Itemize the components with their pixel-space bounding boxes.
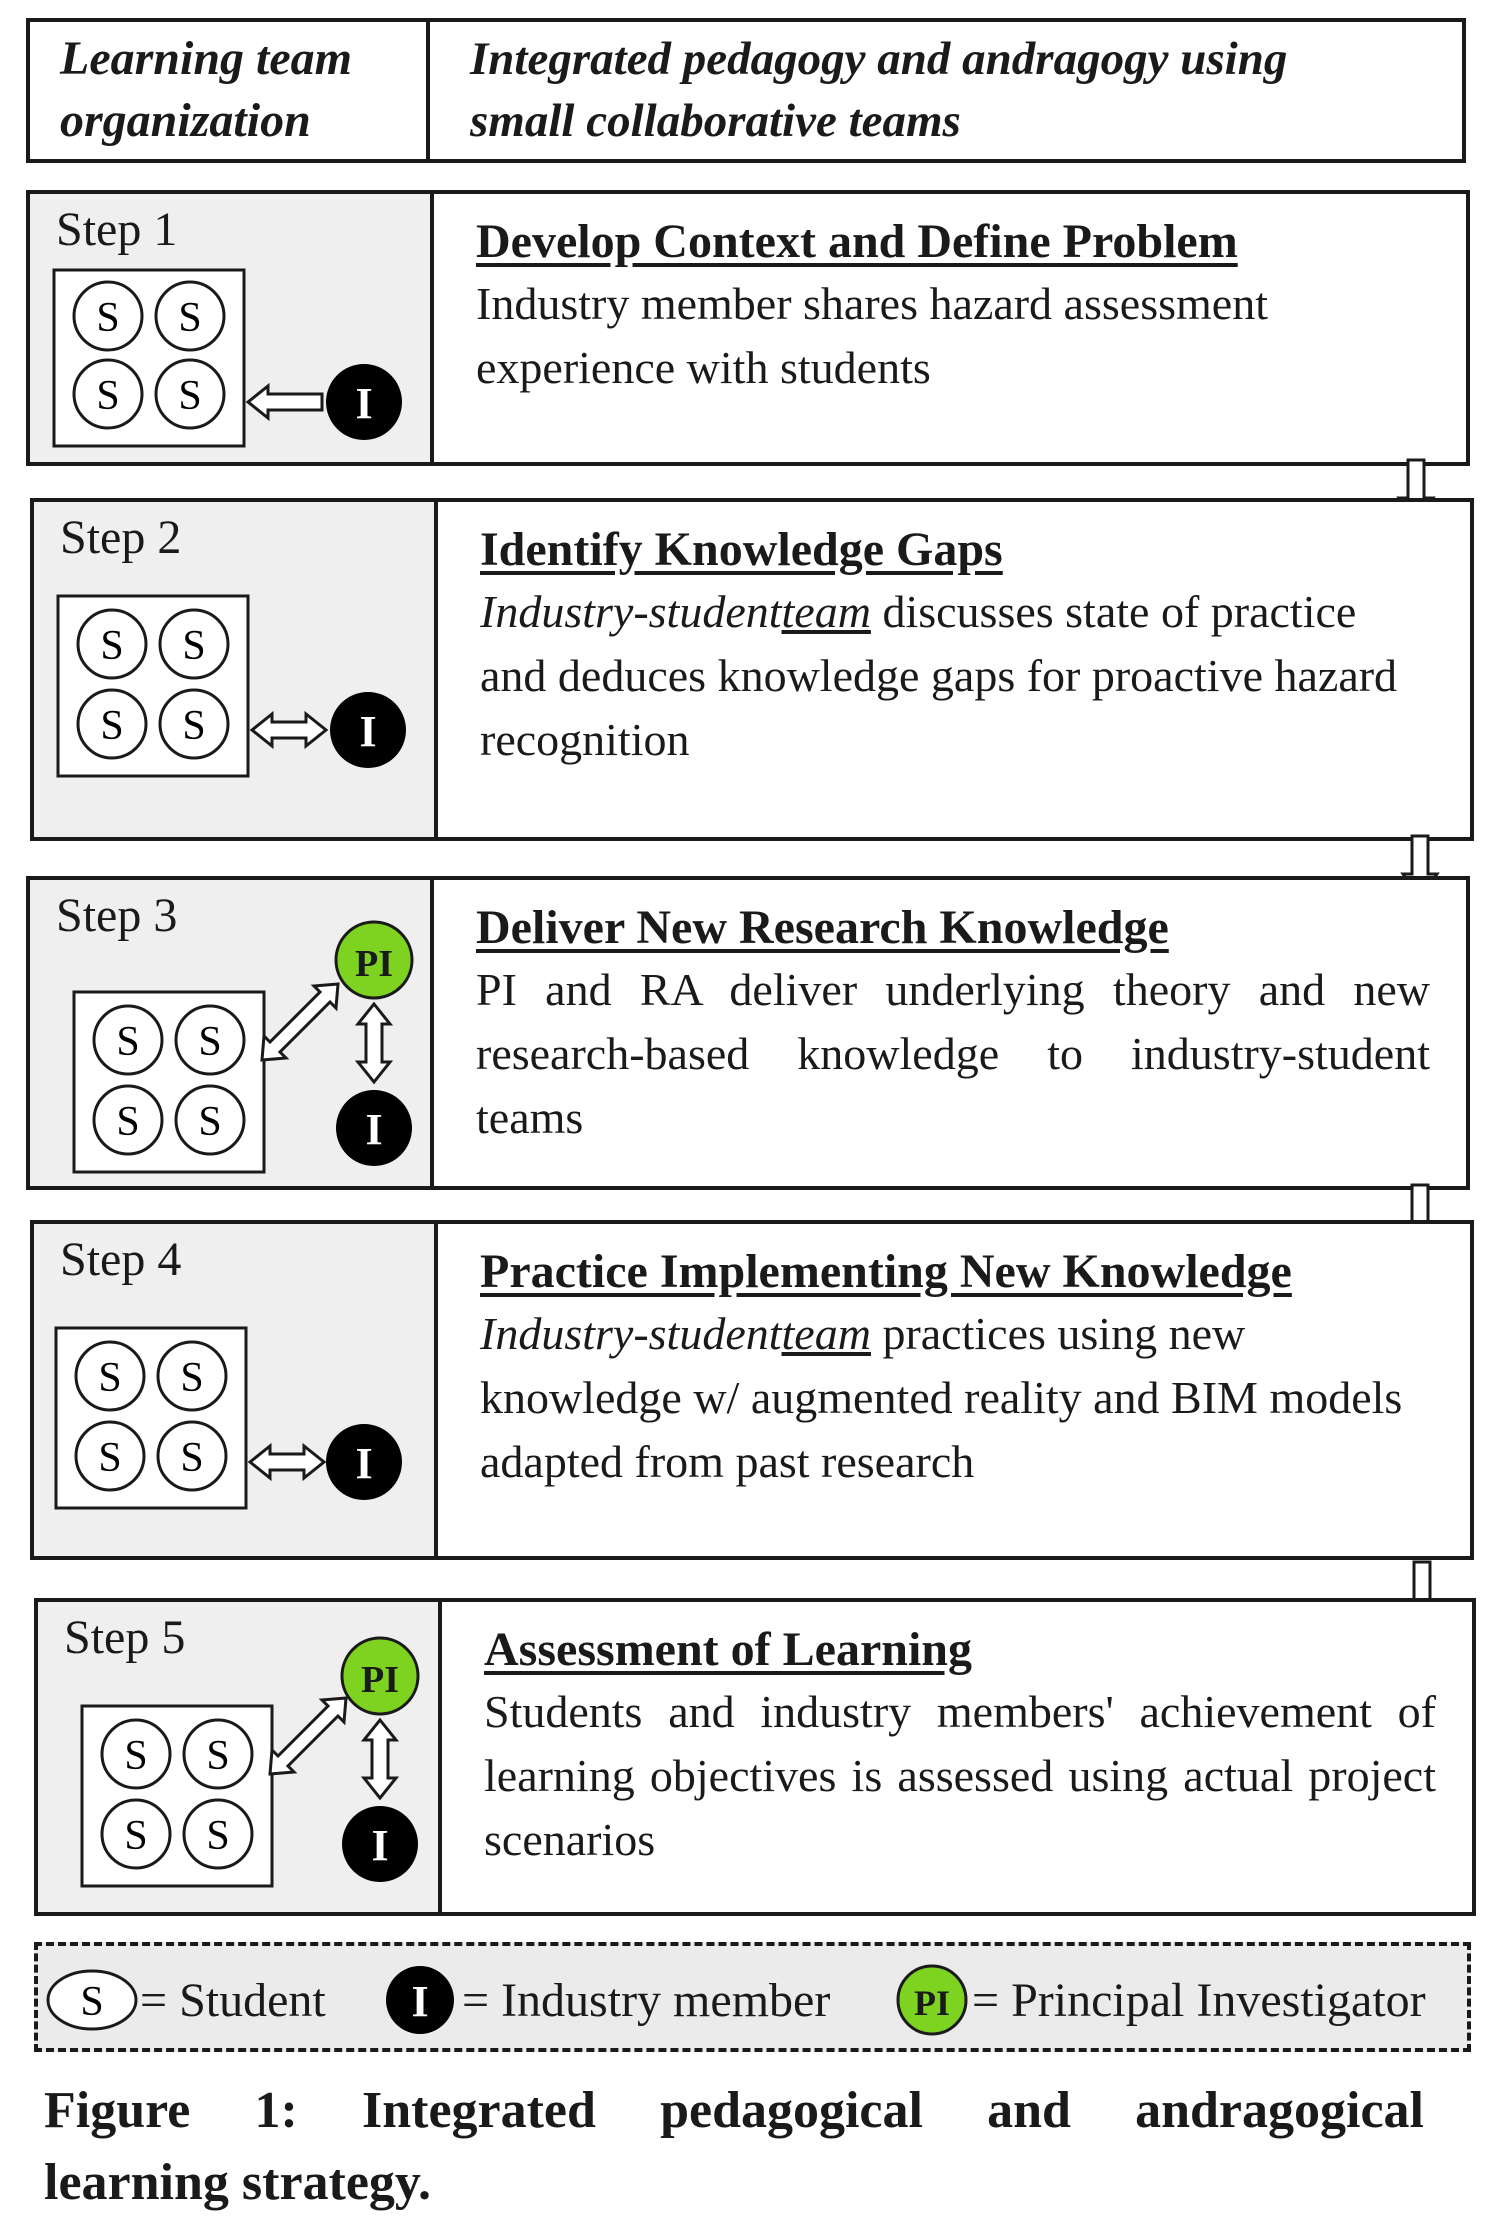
- pi-node: [336, 922, 412, 998]
- step-label: Step 5: [64, 1611, 186, 1664]
- vertical-two-way-arrow: [358, 1004, 390, 1082]
- caption-word: 1:: [254, 2082, 298, 2139]
- svg-text:S: S: [96, 295, 120, 341]
- step-3-box: [26, 876, 1470, 1190]
- step-2-diagram-panel: [34, 502, 438, 837]
- step-description: Students and industry members' achievement of learning objectives is assessed using actual project scenarios: [484, 1686, 1436, 1865]
- legend: [34, 1942, 1471, 2052]
- step-title: Assessment of Learning: [484, 1623, 972, 1676]
- desc-italic-underlined: team: [781, 1308, 871, 1359]
- step-1-diagram: [30, 194, 430, 464]
- step-2-diagram: [34, 502, 434, 842]
- header-strategy: [426, 18, 1466, 163]
- step-description: [480, 1302, 1434, 1494]
- student-node: [160, 610, 228, 678]
- svg-text:S: S: [180, 1355, 204, 1401]
- student-node: [158, 1342, 226, 1410]
- svg-text:S: S: [206, 1733, 230, 1779]
- svg-text:PI: PI: [355, 943, 393, 985]
- pi-symbol: [894, 1964, 972, 2036]
- student-node: [78, 610, 146, 678]
- legend-student-label: = Student: [140, 1973, 326, 2027]
- student-node: [160, 690, 228, 758]
- svg-text:I: I: [355, 379, 373, 428]
- step-title: Identify Knowledge Gaps: [480, 523, 1003, 576]
- svg-text:S: S: [198, 1019, 222, 1065]
- svg-text:S: S: [180, 1435, 204, 1481]
- caption-word: and: [987, 2082, 1071, 2139]
- desc-rest: practices using new knowledge w/ augmented reality and BIM models adapted from past research: [480, 1308, 1403, 1487]
- student-node: [94, 1006, 162, 1074]
- industry-node: [326, 1424, 402, 1500]
- step-3-diagram: [30, 880, 430, 1190]
- student-grid: [82, 1706, 272, 1886]
- step-title: Practice Implementing New Knowledge: [480, 1245, 1292, 1298]
- student-node: [156, 282, 224, 350]
- industry-node: [336, 1090, 412, 1166]
- student-node: [158, 1422, 226, 1490]
- svg-text:S: S: [178, 373, 202, 419]
- svg-text:S: S: [100, 623, 124, 669]
- svg-text:PI: PI: [361, 1659, 399, 1701]
- legend-industry-label: = Industry member: [462, 1973, 831, 2027]
- step-label: Step 1: [56, 203, 178, 256]
- step-5-text: [442, 1602, 1472, 1912]
- student-grid: [74, 992, 264, 1172]
- step-title: Develop Context and Define Problem: [476, 215, 1238, 268]
- svg-text:S: S: [198, 1099, 222, 1145]
- diagonal-two-way-arrow: [270, 1698, 346, 1774]
- svg-text:S: S: [98, 1435, 122, 1481]
- pi-node: [342, 1638, 418, 1714]
- svg-text:I: I: [365, 1105, 383, 1154]
- step-2-text: [438, 502, 1470, 837]
- step-1-text: [434, 194, 1466, 462]
- step-label: Step 3: [56, 889, 178, 942]
- student-grid: [58, 596, 248, 776]
- student-grid: [56, 1328, 246, 1508]
- svg-text:S: S: [124, 1813, 148, 1859]
- step-description: Industry member shares hazard assessment experience with students: [476, 278, 1268, 393]
- diagonal-two-way-arrow: [262, 984, 338, 1060]
- svg-text:S: S: [100, 703, 124, 749]
- step-5-diagram: [38, 1602, 438, 1916]
- step-3-diagram-panel: [30, 880, 434, 1186]
- step-2-box: [30, 498, 1474, 841]
- svg-text:S: S: [96, 373, 120, 419]
- caption-word: Figure: [44, 2082, 191, 2139]
- step-4-text: [438, 1224, 1470, 1556]
- svg-text:I: I: [355, 1439, 373, 1488]
- figure-caption: [44, 2075, 1424, 2219]
- student-node: [76, 1422, 144, 1490]
- step-4-diagram: [34, 1224, 434, 1560]
- student-node: [74, 282, 142, 350]
- student-node: [176, 1086, 244, 1154]
- step-4-box: [30, 1220, 1474, 1560]
- legend-student: [44, 1968, 326, 2032]
- step-1-box: [26, 190, 1470, 466]
- industry-node: [326, 364, 402, 440]
- two-way-arrow: [250, 1446, 324, 1478]
- svg-text:S: S: [124, 1733, 148, 1779]
- legend-pi: [894, 1968, 1426, 2032]
- svg-text:S: S: [206, 1813, 230, 1859]
- student-node: [102, 1800, 170, 1868]
- svg-text:I: I: [359, 707, 377, 756]
- svg-text:S: S: [116, 1099, 140, 1145]
- caption-word: pedagogical: [660, 2082, 923, 2139]
- step-5-diagram-panel: [38, 1602, 442, 1912]
- svg-text:S: S: [116, 1019, 140, 1065]
- step-label: Step 2: [60, 511, 182, 564]
- industry-node: [330, 692, 406, 768]
- legend-industry: [378, 1968, 830, 2032]
- header-team-organization: [26, 18, 430, 163]
- student-node: [156, 360, 224, 428]
- student-node: [74, 360, 142, 428]
- svg-text:S: S: [80, 1979, 104, 2025]
- caption-word: andragogical: [1135, 2082, 1424, 2139]
- one-way-arrow: [248, 386, 322, 418]
- industry-node: [342, 1806, 418, 1882]
- student-node: [94, 1086, 162, 1154]
- desc-italic-underlined: team: [781, 586, 871, 637]
- student-node: [102, 1720, 170, 1788]
- student-node: [184, 1800, 252, 1868]
- student-grid: [54, 270, 244, 446]
- student-node: [76, 1342, 144, 1410]
- student-symbol: [44, 1968, 140, 2032]
- vertical-two-way-arrow: [364, 1720, 396, 1798]
- step-5-box: [34, 1598, 1476, 1916]
- student-node: [78, 690, 146, 758]
- svg-text:I: I: [371, 1821, 389, 1870]
- caption-word: Integrated: [361, 2082, 596, 2139]
- industry-symbol: [378, 1964, 462, 2036]
- step-description: PI and RA deliver underlying theory and new research-based knowledge to industry-student teams: [476, 964, 1430, 1143]
- svg-text:S: S: [182, 623, 206, 669]
- svg-text:I: I: [411, 1977, 429, 2026]
- step-4-diagram-panel: [34, 1224, 438, 1556]
- svg-text:S: S: [182, 703, 206, 749]
- desc-rest: discusses state of practice and deduces knowledge gaps for proactive hazard recognition: [480, 586, 1398, 765]
- step-description: [480, 580, 1434, 772]
- step-title: Deliver New Research Knowledge: [476, 901, 1169, 954]
- legend-pi-label: = Principal Investigator: [972, 1973, 1426, 2027]
- caption-line-2: learning strategy.: [44, 2154, 432, 2211]
- caption-line-1: [44, 2075, 1424, 2147]
- step-3-text: [434, 880, 1466, 1186]
- desc-italic: Industry-student: [480, 586, 782, 637]
- svg-text:PI: PI: [914, 1983, 950, 2023]
- student-node: [184, 1720, 252, 1788]
- svg-text:S: S: [98, 1355, 122, 1401]
- desc-italic: Industry-student: [480, 1308, 782, 1359]
- header-right-text: Integrated pedagogy and andragogy using small collaborative teams: [470, 33, 1288, 147]
- two-way-arrow: [252, 714, 326, 746]
- step-1-diagram-panel: [30, 194, 434, 462]
- step-label: Step 4: [60, 1233, 182, 1286]
- student-node: [176, 1006, 244, 1074]
- header-left-text: Learning team organization: [60, 32, 353, 147]
- svg-text:S: S: [178, 295, 202, 341]
